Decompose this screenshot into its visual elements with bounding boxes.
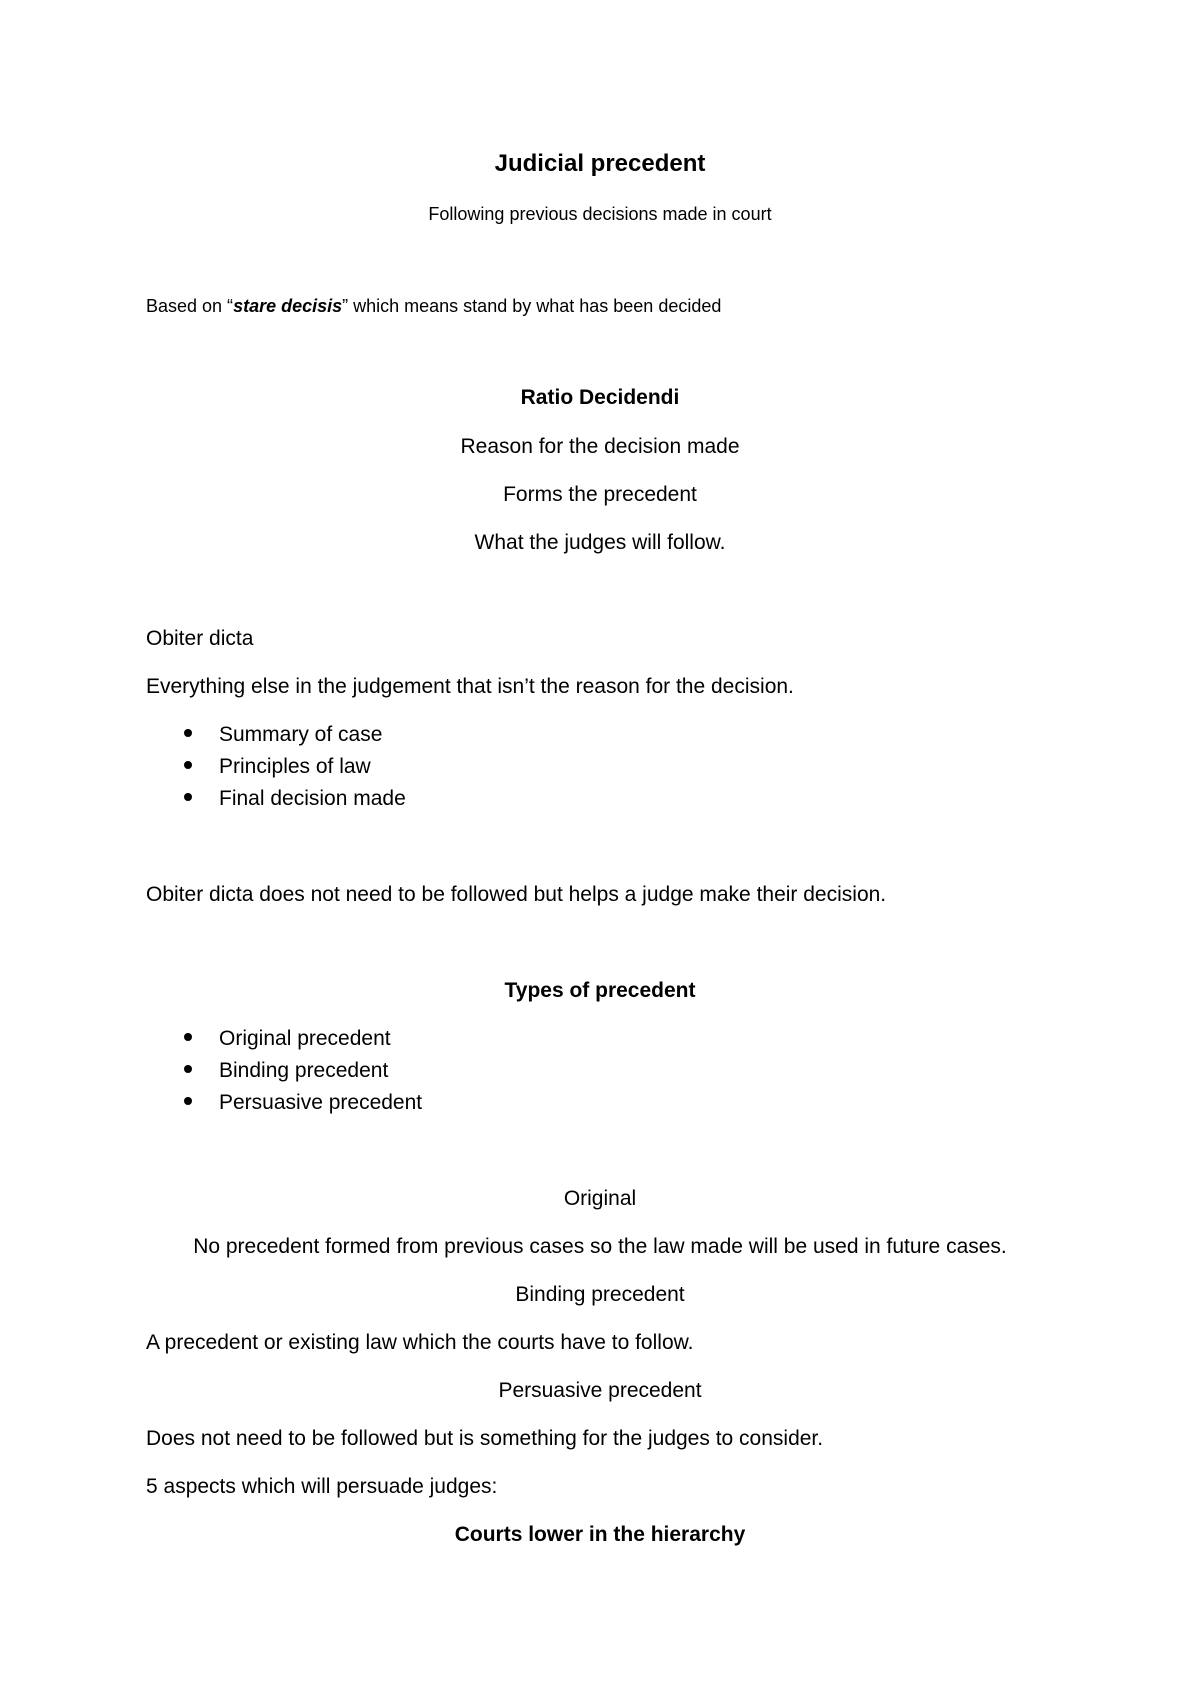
obiter-note: Obiter dicta does not need to be followed but helps a judge make their decision.: [146, 883, 887, 906]
ratio-line: What the judges will follow.: [474, 531, 726, 554]
obiter-heading: Obiter dicta: [146, 627, 254, 650]
original-text: No precedent formed from previous cases so the law made will be used in future cases.: [193, 1235, 1007, 1258]
ratio-heading: Ratio Decidendi: [520, 386, 680, 409]
persuasive-heading: Persuasive precedent: [498, 1379, 702, 1402]
binding-text: A precedent or existing law which the courts have to follow.: [146, 1331, 694, 1354]
bullet-icon: [184, 1065, 192, 1073]
list-item: Persuasive precedent: [184, 1092, 422, 1113]
bullet-icon: [184, 761, 192, 769]
binding-heading: Binding precedent: [515, 1283, 685, 1306]
list-item: Summary of case: [184, 724, 382, 745]
stare-prefix: Based on “: [146, 296, 234, 316]
stare-decisis-line: [146, 297, 721, 315]
obiter-intro: Everything else in the judgement that isn’t the reason for the decision.: [146, 675, 794, 698]
ratio-line: Reason for the decision made: [460, 435, 740, 458]
list-item: Binding precedent: [184, 1060, 388, 1081]
stare-term: stare decisis: [233, 296, 343, 316]
list-item: Original precedent: [184, 1028, 391, 1049]
list-item: Principles of law: [184, 756, 371, 777]
bullet-icon: [184, 793, 192, 801]
page-title: Judicial precedent: [494, 150, 706, 177]
page-subtitle: Following previous decisions made in court: [428, 204, 772, 224]
types-heading: Types of precedent: [504, 979, 696, 1002]
list-item: Final decision made: [184, 788, 406, 809]
bullet-icon: [184, 729, 192, 737]
persuasive-text: Does not need to be followed but is something for the judges to consider.: [146, 1427, 824, 1450]
aspects-intro: 5 aspects which will persuade judges:: [146, 1475, 498, 1498]
bullet-icon: [184, 1097, 192, 1105]
original-heading: Original: [563, 1187, 637, 1210]
stare-suffix: ” which means stand by what has been decided: [342, 296, 722, 316]
aspect-heading: Courts lower in the hierarchy: [454, 1523, 746, 1546]
ratio-line: Forms the precedent: [503, 483, 697, 506]
bullet-icon: [184, 1033, 192, 1041]
